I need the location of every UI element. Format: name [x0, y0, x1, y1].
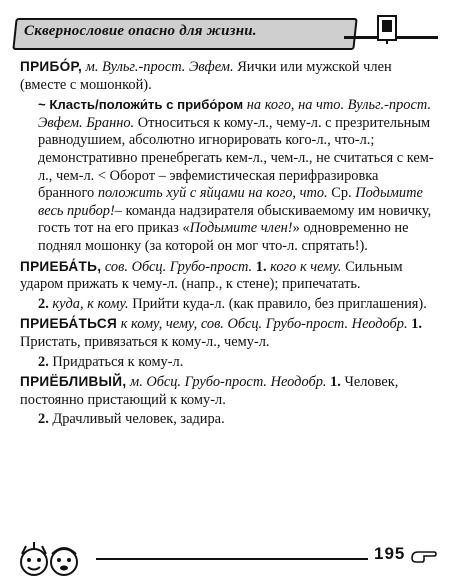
sense-number: 2. — [38, 353, 49, 370]
sense-number: 1. — [255, 258, 267, 275]
sense-number: 2. — [38, 411, 49, 428]
idiom-command: Подымите весь прибор! — [38, 185, 423, 219]
idiom-command-2: Подымите член! — [189, 220, 293, 237]
sense-definition: Придраться к кому-л. — [52, 353, 184, 370]
grammar-label: м. Обсц. Грубо-прост. Неодобр. — [130, 374, 327, 391]
sense-number: 1. — [330, 374, 341, 391]
road-sign-icon — [372, 14, 402, 44]
entry-pribor — [20, 58, 438, 94]
page-footer — [0, 536, 452, 584]
entry-prieblivy — [20, 373, 438, 409]
sense-definition: Пристать, привязаться к кому-л., чему-л. — [20, 333, 270, 350]
sense-block — [20, 354, 438, 372]
sense-block — [20, 411, 438, 429]
sense-block — [20, 296, 438, 314]
idiom-cf: Ср. — [331, 185, 352, 202]
grammar-label: сов. Обсц. Грубо-прост. — [104, 258, 253, 275]
two-faces-icon — [16, 540, 84, 580]
page-number: 195 — [374, 544, 406, 563]
page-header — [14, 14, 438, 50]
headword: ПРИБО́Р, — [20, 59, 83, 74]
idiom-explanation: – команда надзирателя обыскиваемому им новичку, гость тот на его приказ « — [38, 202, 432, 237]
pointing-hand-icon — [410, 548, 438, 564]
idiom-explanation-end: » одновременно не поднял мошонку (за которой он мог что-л. спрятать!). — [38, 220, 409, 254]
entry-priebatsya — [20, 315, 438, 351]
idiom-block — [20, 96, 438, 255]
sense-definition: Человек, постоянно пристающий к кому-л. — [20, 374, 399, 408]
sense-label: кого к чему. — [270, 258, 342, 275]
sense-number: 1. — [411, 316, 422, 333]
sense-definition: Драчливый человек, задира. — [52, 411, 225, 428]
sense-number: 2. — [38, 295, 49, 312]
sense-definition: Сильным ударом прижать к чему-л. (напр., к стене); припечатать. — [20, 258, 403, 293]
idiom-definition: Относиться к кому-л., чему-л. с презрительным равнодушием, абсолютно игнорировать кого-л., что-л.; демонстративно пренебрегать кем-л., чем-л., не считаться с кем-л., чем-л. < Оборот – эвфемистическая перифразировка бранного — [38, 114, 434, 202]
grammar-label: м. Вульг.-прост. Эвфем. — [85, 59, 234, 75]
grammar-label: к кому, чему, сов. Обсц. Грубо-прост. Неодобр. — [120, 316, 408, 333]
footer-rule — [96, 558, 368, 560]
dictionary-body — [20, 58, 438, 431]
headword: ПРИЕБА́ТЬСЯ — [20, 316, 118, 332]
definition: Яички или мужской член (вместе с мошонкой). — [20, 59, 392, 93]
running-title: Сквернословие опасно для жизни. — [24, 23, 257, 39]
entry-priebat — [20, 258, 438, 294]
idiom-quote: положить хуй с яйцами на кого, что. — [97, 185, 328, 202]
idiom-label: на кого, на что. Вульг.-прост. Эвфем. Бранно. — [38, 97, 432, 131]
headword: ПРИЁБЛИВЫЙ, — [20, 374, 127, 390]
sense-label: куда, к кому. — [52, 295, 129, 312]
idiom-phrase: ~ Класть/положи́ть с прибо́ром — [38, 97, 244, 113]
headword: ПРИЕБА́ТЬ, — [20, 258, 102, 274]
sense-definition: Прийти куда-л. (как правило, без приглашения). — [132, 295, 427, 312]
